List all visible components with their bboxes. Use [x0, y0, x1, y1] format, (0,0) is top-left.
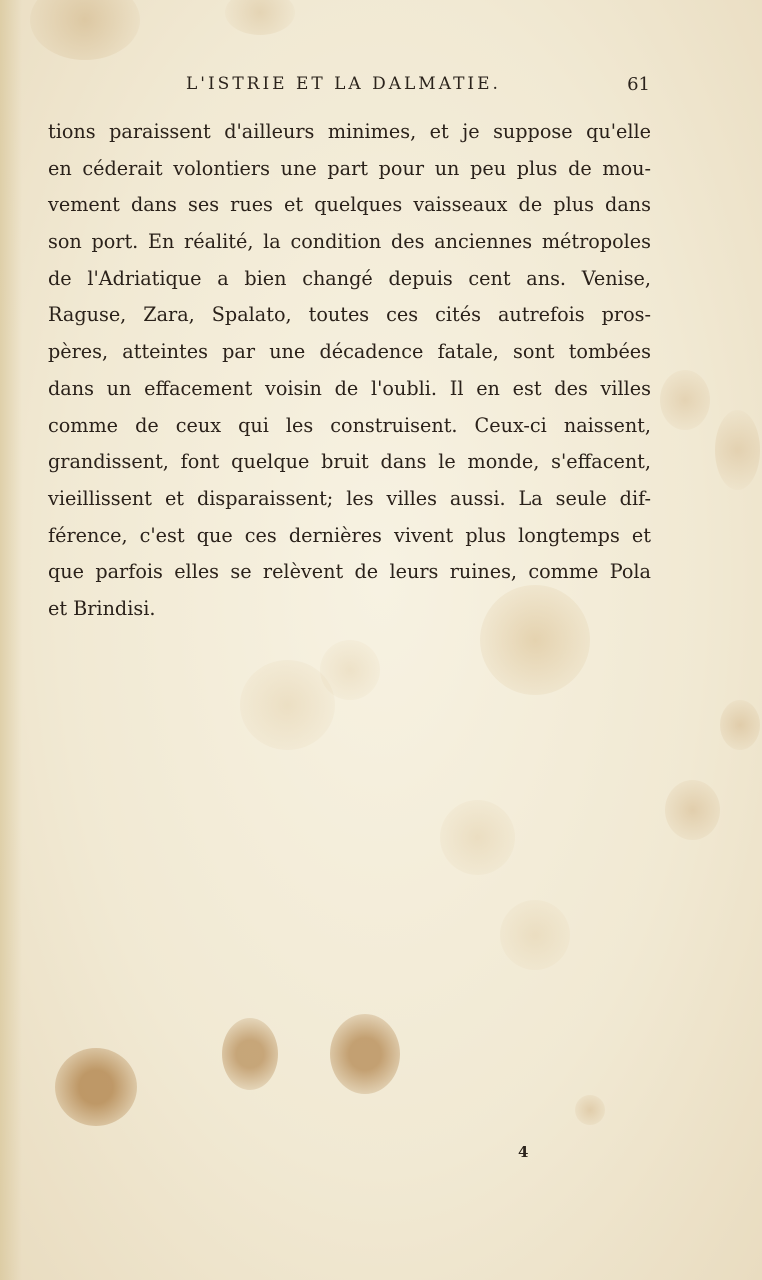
- text-line: Raguse, Zara, Spalato, toutes ces cités autrefois pros-: [48, 303, 651, 327]
- foxing-stain: [715, 410, 760, 490]
- text-line: vieillissent et disparaissent; les villes aussi. La seule dif-: [48, 486, 651, 510]
- text-line: férence, c'est que ces dernières vivent plus longtemps et: [48, 523, 651, 547]
- text-line: pères, atteintes par une décadence fatale, sont tombées: [48, 340, 651, 364]
- foxing-stain: [30, 0, 140, 60]
- text-line: dans un effacement voisin de l'oubli. Il en est des villes: [48, 376, 651, 400]
- foxing-stain: [222, 1018, 278, 1090]
- text-line: et Brindisi.: [48, 596, 156, 620]
- running-header: L'ISTRIE ET LA DALMATIE.: [186, 74, 501, 94]
- text-line: en céderait volontiers une part pour un peu plus de mou-: [48, 156, 651, 180]
- foxing-stain: [55, 1048, 137, 1126]
- foxing-stain: [720, 700, 760, 750]
- foxing-stain: [225, 0, 295, 35]
- foxing-stain: [440, 800, 515, 875]
- foxing-stain: [500, 900, 570, 970]
- text-line: de l'Adriatique a bien changé depuis cent ans. Venise,: [48, 266, 651, 290]
- foxing-stain: [240, 660, 335, 750]
- text-line: comme de ceux qui les construisent. Ceux-ci naissent,: [48, 413, 651, 437]
- text-line: grandissent, font quelque bruit dans le monde, s'effacent,: [48, 450, 651, 474]
- page-number: 61: [627, 74, 650, 95]
- foxing-stain: [330, 1014, 400, 1094]
- body-paragraph: [48, 114, 651, 628]
- signature-mark: 4: [518, 1143, 529, 1161]
- foxing-stain: [320, 640, 380, 700]
- foxing-stain: [665, 780, 720, 840]
- foxing-stain: [575, 1095, 605, 1125]
- page-edge-shadow: [0, 0, 22, 1280]
- text-line: tions paraissent d'ailleurs minimes, et je suppose qu'elle: [48, 120, 651, 143]
- text-line: vement dans ses rues et quelques vaisseaux de plus dans: [48, 193, 651, 217]
- text-line: que parfois elles se relèvent de leurs ruines, comme Pola: [48, 560, 651, 584]
- foxing-stain: [660, 370, 710, 430]
- text-line: son port. En réalité, la condition des anciennes métropoles: [48, 230, 651, 254]
